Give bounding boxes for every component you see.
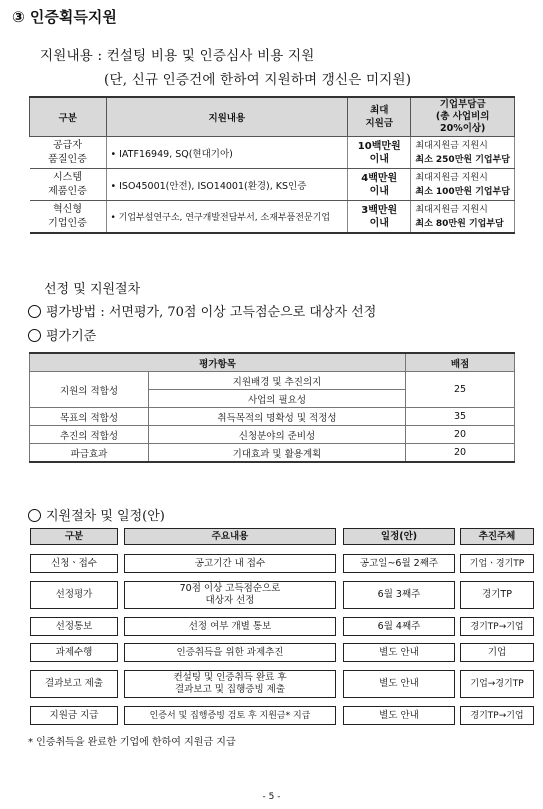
procedure-title: 지원절차 및 일정(안) bbox=[28, 505, 165, 524]
proc-owner: 경기TP→기업 bbox=[460, 617, 534, 636]
proc-step: 결과보고 제출 bbox=[30, 670, 118, 698]
table-row: 목표의 적합성 취득목적의 명확성 및 적정성 35 bbox=[30, 408, 515, 426]
proc-owner: 경기TP bbox=[460, 581, 534, 609]
circle-bullet-icon bbox=[28, 509, 41, 522]
header-score: 배점 bbox=[406, 353, 515, 372]
header-category: 구분 bbox=[30, 97, 107, 137]
support-content-line: 지원내용 : 컨설팅 비용 및 인증심사 비용 지원 bbox=[40, 48, 315, 64]
proc-step: 선정평가 bbox=[30, 581, 118, 609]
header-max: 최대 지원금 bbox=[348, 97, 411, 137]
proc-schedule: 6월 4째주 bbox=[343, 617, 455, 636]
table-row: 추진의 적합성 신청분야의 준비성 20 bbox=[30, 426, 515, 444]
proc-step: 신청ㆍ접수 bbox=[30, 554, 118, 573]
proc-content: 인증서 및 집행증빙 검토 후 지원금* 지급 bbox=[124, 706, 336, 725]
table-row: 혁신형 기업인증 • 기업부설연구소, 연구개발전담부서, 소재부품전문기업 3백만원 이내 최대지원금 지원시 최소 80만원 기업부담 bbox=[30, 201, 515, 234]
section-title: ③ 인증획득지원 bbox=[12, 8, 117, 26]
circle-bullet-icon bbox=[28, 305, 41, 318]
proc-schedule: 공고일~6월 2째주 bbox=[343, 554, 455, 573]
table-row: 지원의 적합성 지원배경 및 추진의지 25 bbox=[30, 372, 515, 390]
proc-owner: 기업 bbox=[460, 643, 534, 662]
proc-step: 선정통보 bbox=[30, 617, 118, 636]
support-table bbox=[29, 96, 515, 234]
table-row: 공급자 품질인증 • IATF16949, SQ(현대기아) 10백만원 이내 최대지원금 지원시 최소 250만원 기업부담 bbox=[30, 137, 515, 169]
proc-content: 선정 여부 개별 통보 bbox=[124, 617, 336, 636]
proc-content: 컨설팅 및 인증취득 완료 후 결과보고 및 집행증빙 제출 bbox=[124, 670, 336, 698]
proc-content: 공고기간 내 접수 bbox=[124, 554, 336, 573]
selection-title: 선정 및 지원절차 bbox=[44, 282, 141, 297]
support-content-note: (단, 신규 인증건에 한하여 지원하며 갱신은 미지원) bbox=[104, 72, 412, 88]
proc-header-content: 주요내용 bbox=[124, 528, 336, 545]
table-row: 시스템 제품인증 • ISO45001(안전), ISO14001(환경), KS인증 4백만원 이내 최대지원금 지원시 최소 100만원 기업부담 bbox=[30, 169, 515, 201]
proc-step: 과제수행 bbox=[30, 643, 118, 662]
header-content: 지원내용 bbox=[106, 97, 348, 137]
procedure-note: * 인증취득을 완료한 기업에 한하여 지원금 지급 bbox=[28, 737, 236, 748]
proc-schedule: 별도 안내 bbox=[343, 643, 455, 662]
proc-header-owner: 추진주체 bbox=[460, 528, 534, 545]
proc-schedule: 별도 안내 bbox=[343, 706, 455, 725]
evaluation-method: 평가방법 : 서면평가, 70점 이상 고득점순으로 대상자 선정 bbox=[28, 301, 376, 320]
table-row: 사업의 필요성 bbox=[30, 390, 515, 408]
header-eval-item: 평가항목 bbox=[30, 353, 406, 372]
proc-header-schedule: 일정(안) bbox=[343, 528, 455, 545]
proc-schedule: 별도 안내 bbox=[343, 670, 455, 698]
proc-content: 인증취득을 위한 과제추진 bbox=[124, 643, 336, 662]
proc-content: 70점 이상 고득점순으로 대상자 선정 bbox=[124, 581, 336, 609]
page-number: - 5 - bbox=[262, 792, 281, 802]
evaluation-criteria-title: 평가기준 bbox=[28, 325, 96, 344]
header-burden: 기업부담금 (총 사업비의 20%이상) bbox=[411, 97, 515, 137]
evaluation-table bbox=[29, 352, 515, 463]
proc-owner: 기업→경기TP bbox=[460, 670, 534, 698]
proc-header-step: 구분 bbox=[30, 528, 118, 545]
proc-step: 지원금 지급 bbox=[30, 706, 118, 725]
proc-owner: 경기TP→기업 bbox=[460, 706, 534, 725]
circle-bullet-icon bbox=[28, 329, 41, 342]
proc-owner: 기업ㆍ경기TP bbox=[460, 554, 534, 573]
proc-schedule: 6월 3째주 bbox=[343, 581, 455, 609]
table-row: 파급효과 기대효과 및 활용계획 20 bbox=[30, 444, 515, 463]
